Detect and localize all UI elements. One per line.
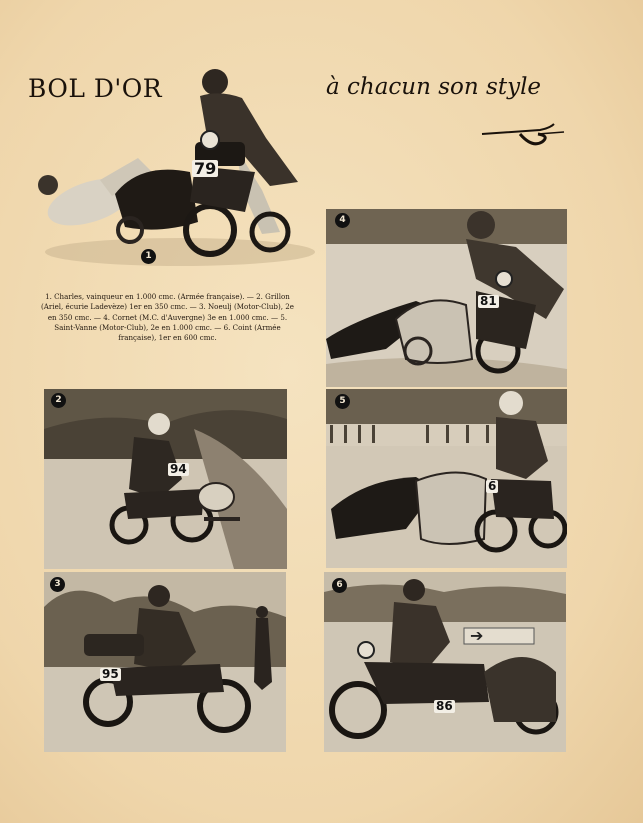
race-number-plate: 6: [488, 479, 497, 493]
page-subtitle: à chacun son style: [326, 74, 542, 100]
photo-number-badge: 1: [141, 249, 156, 264]
photo-4: [326, 209, 567, 387]
photo-number-badge: 3: [50, 577, 65, 592]
race-number-plate: 86: [436, 699, 453, 713]
photo-number-badge: 2: [51, 393, 66, 408]
photo-number-badge: 6: [332, 578, 347, 593]
page-title: BOL D'OR: [28, 74, 163, 103]
race-number-plate: 81: [480, 294, 497, 308]
photo-3: [44, 572, 286, 752]
photo-5: [326, 389, 567, 568]
race-number-plate: 79: [194, 159, 217, 178]
race-number-plate: 95: [102, 667, 119, 681]
photo-number-badge: 4: [335, 213, 350, 228]
photo-1-sidecar-cutout: [30, 62, 320, 277]
photo-caption: 1. Charles, vainqueur en 1.000 cmc. (Armée française). — 2. Grillon (Ariel, écurie Ladevèze) 1er en 350 cmc. — 3. Noeulj (Motor-Club), 2e en 350 cmc. — 4. Cornet (M.C. d'Auvergne) 3e en 1.000 cmc. — 5. Saint-Vanne (Motor-Club), 2e en 1.000 cmc. — 6. Coint (Armée française), 1er en 600 cmc.: [41, 292, 294, 343]
photo-6: [324, 572, 566, 752]
arrow-right-icon: ➔: [470, 626, 484, 645]
photo-number-badge: 5: [335, 394, 350, 409]
photo-2: [44, 389, 287, 569]
race-number-plate: 94: [170, 462, 187, 476]
swoosh-ornament: [480, 122, 566, 148]
